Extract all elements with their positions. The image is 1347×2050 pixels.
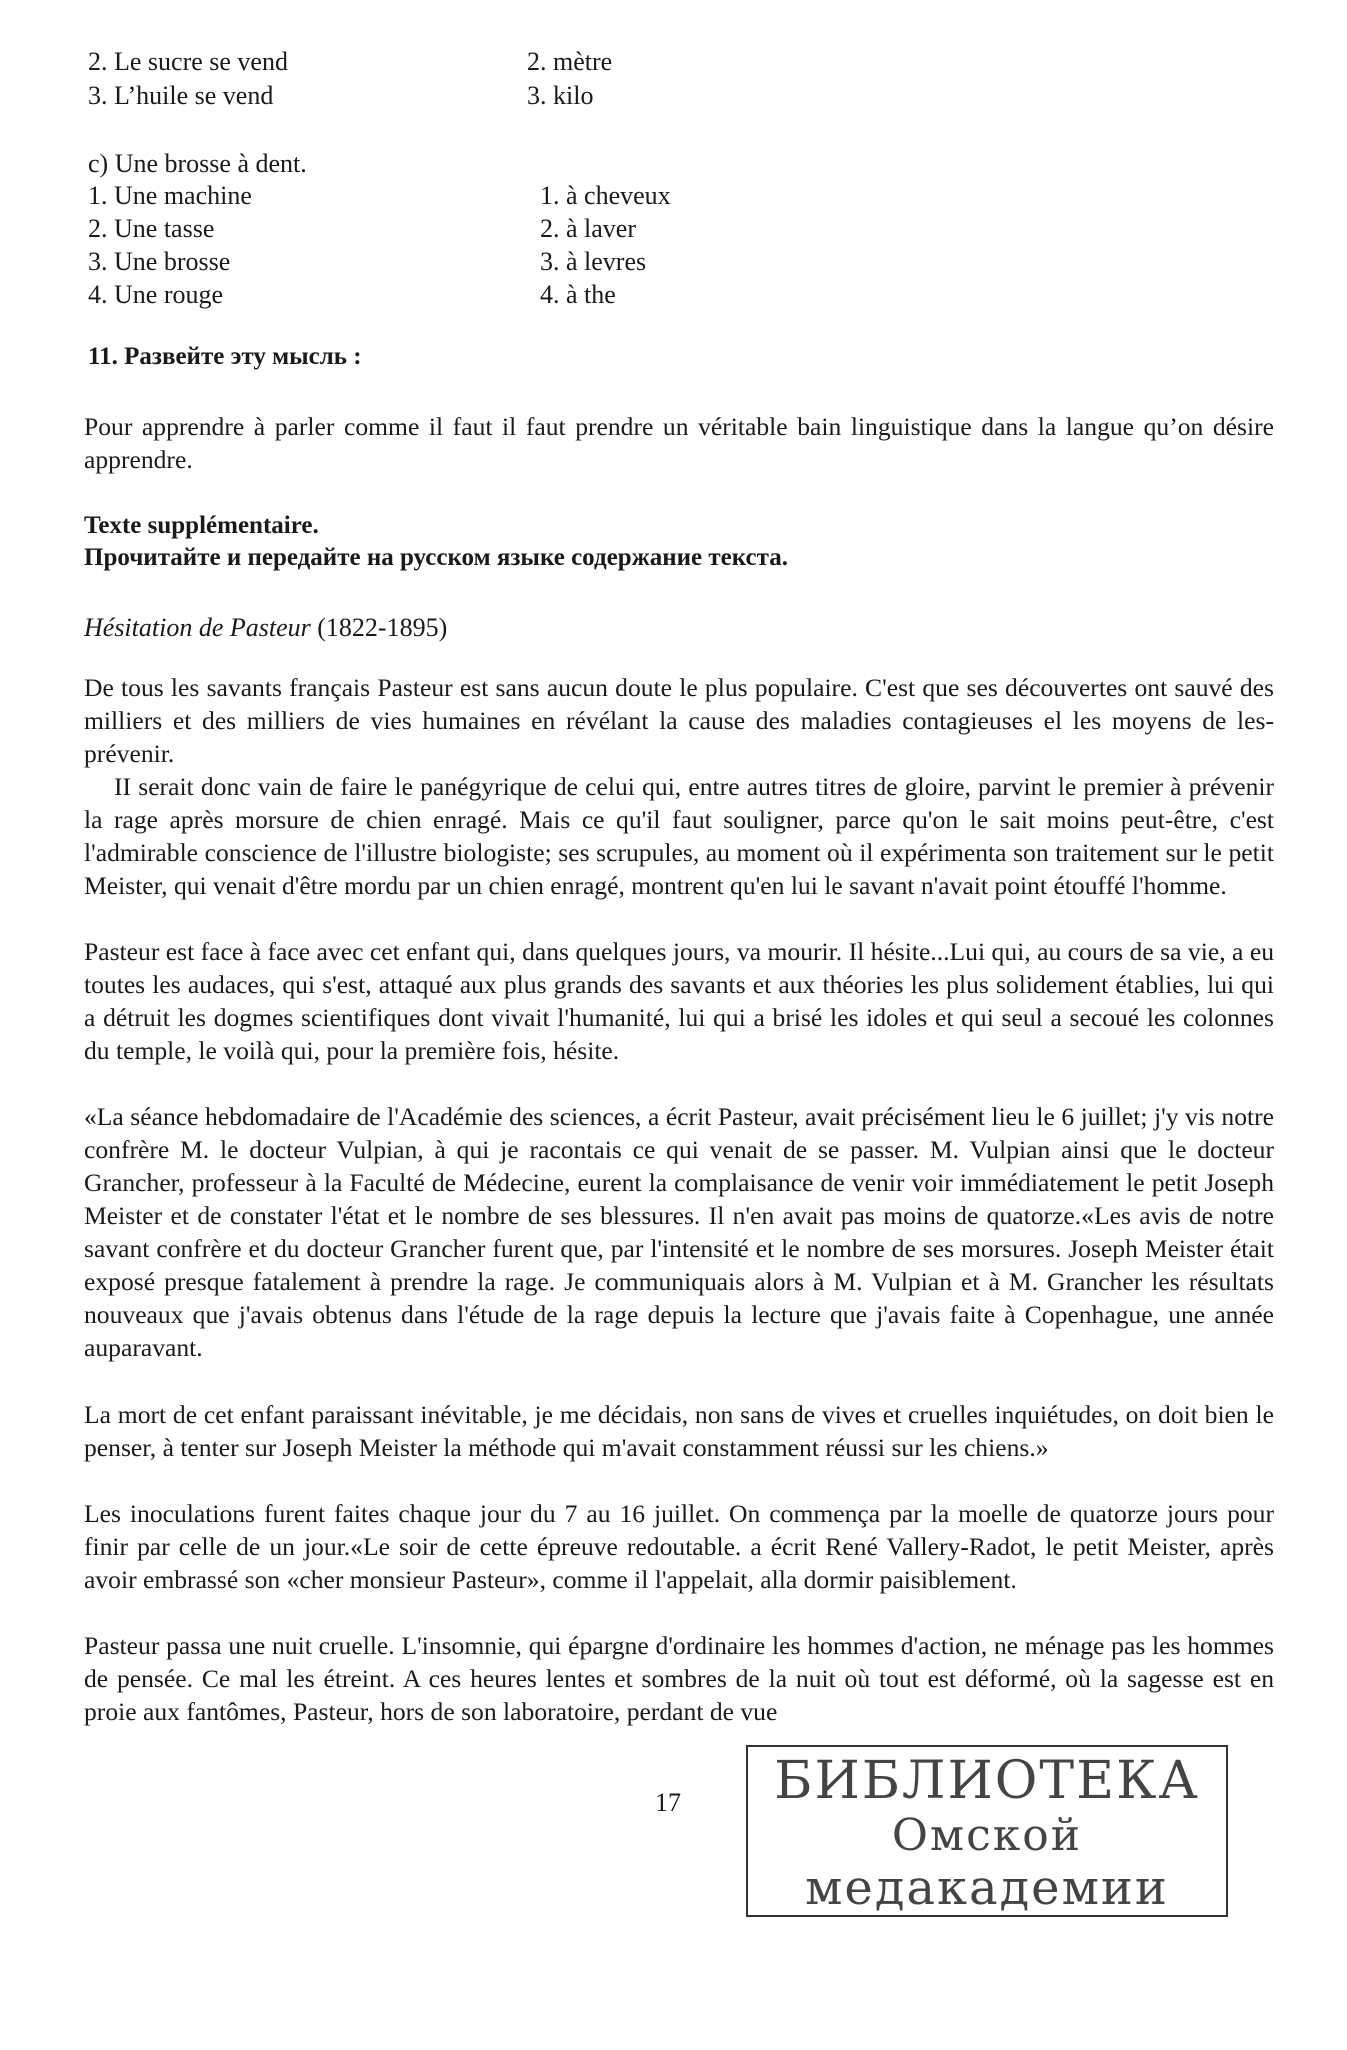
- list-c-left-item-4: 4. Une rouge: [88, 280, 224, 309]
- list-a-right-item-2: 2. mètre: [527, 47, 613, 76]
- list-c-right-item-1: 1. à cheveux: [540, 181, 671, 210]
- text-heading: [84, 612, 447, 644]
- exercise-11-text: Pour apprendre à parler comme il faut il faut prendre un véritable bain linguistique dans la langue qu’on désire apprendre.: [84, 412, 1274, 474]
- list-a-left-item-3: 3. L’huile se vend: [88, 81, 274, 110]
- list-c-left-item-2: 2. Une tasse: [88, 214, 215, 243]
- list-a-left-item-2: 2. Le sucre se vend: [88, 47, 288, 76]
- supplement-instruction: Прочитайте и передайте на русском языке содержание текста.: [84, 544, 788, 571]
- stamp-line-1: БИБЛИОТЕКА: [774, 1751, 1200, 1811]
- page-number: 17: [655, 1788, 681, 1817]
- list-c-left-item-1: 1. Une machine: [88, 181, 252, 210]
- paragraph-5: La mort de cet enfant paraissant inévitable, je me décidais, non sans de vives et cruelles inquiétudes, on doit bien le penser, à tenter sur Joseph Meister la méthode qui m'avait constamment réussi sur les chiens.»: [84, 1400, 1274, 1462]
- supplement-title: Texte supplémentaire.: [84, 512, 319, 539]
- list-c-left-item-3: 3. Une brosse: [88, 247, 231, 276]
- paragraph-3: Pasteur est face à face avec cet enfant qui, dans quelques jours, va mourir. Il hésite...Lui qui, au cours de sa vie, a eu toutes les audaces, qui s'est, attaqué aux plus grands des savants et aux théories les plus solidement établies, lui qui a détruit les dogmes scientifiques dont vivait l'humanité, lui qui a brisé les idoles et qui seul a secoué les colonnes du temple, le voilà qui, pour la première fois, hésite.: [84, 937, 1274, 1065]
- section-c-label: c) Une brosse à dent.: [88, 149, 307, 178]
- text-heading-years: (1822-1895): [317, 613, 448, 642]
- paragraph-2: II serait donc vain de faire le panégyrique de celui qui, entre autres titres de gloire, parvint le premier à prévenir la rage après morsure de chien enragé. Mais ce qu'il faut souligner, parce qu'on le sait moins peut-être, c'est l'admirable conscience de l'illustre biologiste; ses scrupules, au moment où il expérimenta son traitement sur le petit Meister, qui venait d'être mordu par un chien enragé, montrent qu'en lui le savant n'avait point étouffé l'homme.: [84, 772, 1274, 900]
- list-c-right-item-3: 3. à levres: [540, 247, 647, 276]
- paragraph-7: Pasteur passa une nuit cruelle. L'insomnie, qui épargne d'ordinaire les hommes d'action, ne ménage pas les hommes de pensée. Ce mal les étreint. A ces heures lentes et sombres de la nuit où tout est déformé, où la sagesse est en proie aux fantômes, Pasteur, hors de son laboratoire, perdant de vue: [84, 1631, 1274, 1726]
- list-c-right-item-2: 2. à laver: [540, 214, 637, 243]
- paragraph-6: Les inoculations furent faites chaque jour du 7 au 16 juillet. On commença par la moelle de quatorze jours pour finir par celle de un jour.«Le soir de cette épreuve redoutable. a écrit René Vallery-Radot, le petit Meister, après avoir embrassé son «cher monsieur Pasteur», comme il l'appelait, alla dormir paisiblement.: [84, 1499, 1274, 1594]
- library-stamp: [746, 1745, 1228, 1917]
- stamp-line-2: Омской: [891, 1810, 1083, 1861]
- list-a-right-item-3: 3. kilo: [527, 81, 594, 110]
- exercise-11-title: 11. Развейте эту мысль :: [88, 343, 362, 370]
- paragraph-1: De tous les savants français Pasteur est sans aucun doute le plus populaire. C'est que ses découvertes ont sauvé des milliers et des milliers de vies humaines en révélant la cause des maladies contagieuses el les moyens de les-prévenir.: [84, 673, 1274, 768]
- paragraph-4: «La séance hebdomadaire de l'Académie des sciences, a écrit Pasteur, avait précisément lieu le 6 juillet; j'y vis notre confrère M. le docteur Vulpian, à qui je racontais ce qui venait de se passer. M. Vulpian ainsi que le docteur Grancher, professeur à la Faculté de Médecine, eurent la complaisance de venir voir immédiatement le petit Joseph Meister et de constater l'état et le nombre de ses blessures. Il n'en avait pas moins de quatorze.«Les avis de notre savant confrère et du docteur Grancher furent que, par l'intensité et le nombre de ses morsures. Joseph Meister était exposé presque fatalement à prendre la rage. Je communiquais alors à M. Vulpian et à M. Grancher les résultats nouveaux que j'avais obtenus dans l'étude de la rage depuis la lecture que j'avais faite à Copenhague, une année auparavant.: [84, 1102, 1274, 1362]
- text-heading-title: Hésitation de Pasteur: [84, 613, 311, 642]
- list-c-right-item-4: 4. à the: [540, 280, 616, 309]
- stamp-line-3: медакадемии: [805, 1860, 1169, 1916]
